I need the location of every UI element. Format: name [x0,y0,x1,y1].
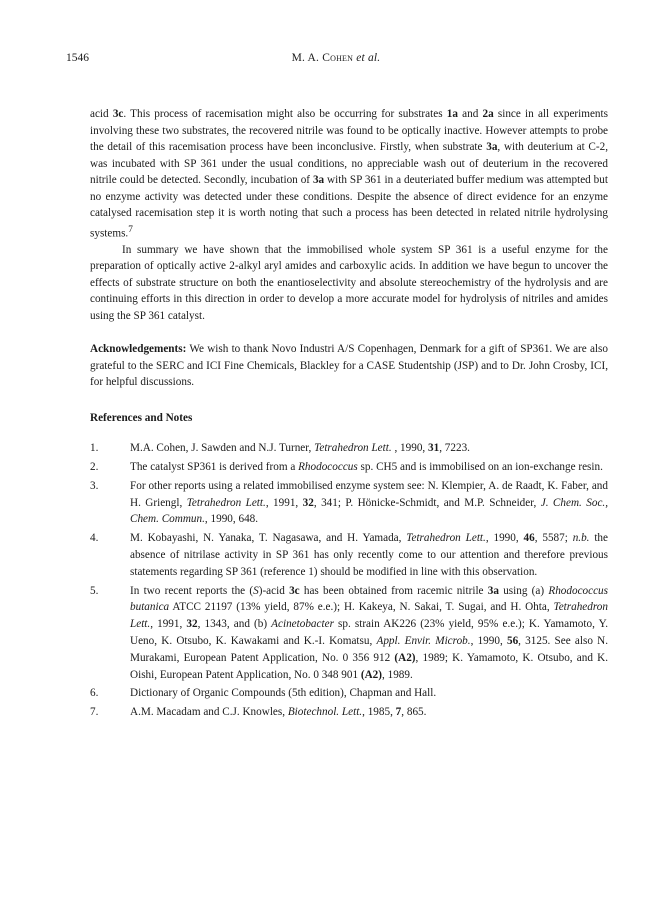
reference-text [130,461,603,473]
text-run: and [457,108,483,120]
text-run: since in all experiments involving these two substrates, the recovered nitrile was found to be optically inactive. However attempts to probe the detail of this racemisation process have been inconclusive. Firstly, when substrate [90,108,608,153]
text-run: , 1989. [382,668,413,681]
superscript-run: 7 [128,224,133,235]
bold-run: 46 [523,532,535,545]
text-run: , 1989; K. Yamamoto, K. Otsubo, and K. Oishi, European Patent Application, No. 0 348 901 [130,651,609,681]
italic-run: Rhodococcus [298,461,358,474]
reference-number: 1. [90,442,99,455]
author-surname: Cohen [322,52,354,64]
running-header [0,52,672,70]
text-run: , 1991, [265,496,303,509]
paragraph-racemisation [90,106,608,242]
text-run: ATCC 21197 (13% yield, 87% e.e.); H. Kakeya, N. Sakai, T. Sugai, and H. Ohta, [169,601,554,614]
text-run: In summary we have shown that the immobilised whole system SP 361 is a useful enzyme for the preparation of optically active 2-alkyl aryl amides and carboxylic acids. In addition we have begun to uncover the effects of substrate structure on both the enantioselectivity and absolute stereochemistry of the hydrolysis and are continuing efforts in this direction in order to develop a more accurate model for hydrolysis of nitriles and amides using the SP 361 catalyst. [90,243,608,322]
text-run: M. Kobayashi, N. Yanaka, T. Nagasawa, and H. Yamada, [130,532,407,545]
italic-run: J. Chem. Soc., Chem. Commun. [130,496,609,526]
text-run: Dictionary of Organic Compounds (5th edition), Chapman and Hall. [130,687,437,700]
italic-run: Tetrahedron Lett. [314,442,392,455]
text-run: , 1991, [150,618,187,631]
bold-run: 3c [289,584,300,597]
text-run: The catalyst SP361 is derived from a [130,461,299,474]
reference-text [130,585,608,681]
reference-item [90,704,608,721]
bold-run: 3a [487,584,499,597]
reference-item [90,530,608,580]
reference-number: 2. [90,461,99,474]
italic-run: Tetrahedron Lett. [130,601,608,631]
bold-run: 32 [302,496,314,509]
bold-run: 3a [486,141,498,153]
reference-item [90,583,608,684]
text-run: , 1990, [470,635,507,647]
bold-run: (A2) [394,651,416,664]
italic-run: n.b. [572,532,590,545]
reference-item [90,685,608,702]
author-suffix: et al. [356,52,381,64]
text-run: , with deuterium at C-2, was incubated with SP 361 under the usual conditions, no appreciable wash out of deuterium in the recovered nitrile could be detected. Secondly, incubation of [90,141,608,186]
italic-run: Rhodococcus butanica [130,584,609,614]
italic-run: Biotechnol. Lett. [287,706,363,719]
acknowledgements-label: Acknowledgements: [90,343,187,356]
reference-text [130,532,608,578]
running-head-authors [0,52,672,64]
italic-run: Acinetobacter [271,618,334,631]
acknowledgements [90,341,608,391]
reference-number: 7. [90,706,99,719]
reference-text [130,706,426,718]
text-run: , 3125. See also N. Murakami, European Patent Application, No. 0 356 912 [130,635,609,664]
text-run: sp. strain AK226 (23% yield, 95% e.e.); K. Yamamoto, Y. Ueno, K. Otsubo, K. Kawakami and K.-I. Komatsu, [130,618,609,647]
bold-run: (A2) [360,668,382,681]
text-run: , 1343, and (b) [197,618,272,631]
reference-number: 6. [90,687,99,700]
text-run: . This process of racemisation might also be occurring for substrates [123,108,447,120]
bold-run: 56 [506,635,519,647]
references-heading: References and Notes [90,411,193,424]
bold-run: 32 [186,618,198,631]
text-run: sp. CH5 and is immobilised on an ion-exchange resin. [357,461,603,474]
text-run: the absence of nitrilase activity in SP 361 has only recently come to our attention and therefore previous statements regarding SP 361 (reference 1) should be modified in line with this observation. [130,532,608,578]
text-run: with SP 361 in a deuteriated buffer medium was attempted but no enzyme activity was detected under these conditions. Despite the absence of direct evidence for an enzyme catalysed racemisation step it is worth noting that such a process has been detected in related nitrile hydrolysing systems. [90,174,608,240]
italic-run: Appl. Envir. Microb. [376,635,471,647]
italic-run: S [253,584,259,597]
text-run: , 1985, [362,706,396,719]
reference-number: 3. [90,479,99,492]
text-run: has been obtained from racemic nitrile [299,584,488,597]
text-run: , 1990, 648. [204,513,259,526]
reference-item [90,440,608,457]
reference-text [130,687,436,699]
italic-run: Tetrahedron Lett. [406,532,486,545]
reference-number: 4. [90,532,99,545]
text-run: M.A. Cohen, J. Sawden and N.J. Turner, [130,442,315,455]
text-run: , 865. [401,706,427,719]
bold-run: 2a [482,108,494,120]
bold-run: 31 [428,442,440,455]
bold-run: 1a [446,108,458,120]
text-run: using (a) [498,584,549,597]
text-run: , 5587; [534,532,573,545]
text-run: )-acid [258,584,290,597]
reference-number: 5. [90,584,99,597]
reference-item [90,478,608,528]
text-run: A.M. Macadam and C.J. Knowles, [130,706,288,719]
reference-text [130,442,470,454]
bold-run: 7 [395,706,402,719]
text-run: , 1990, [391,442,429,455]
article-body [90,106,608,723]
acknowledgements-text: We wish to thank Novo Industri A/S Copenhagen, Denmark for a gift of SP361. We are also grateful to the SERC and ICI Fine Chemicals, Blackley for a CASE Studentship (JSP) and to Dr. John Crosby, ICI, for helpful discussions. [90,343,608,389]
author-initials: M. A. [291,52,323,64]
text-run: For other reports using a related immobilised enzyme system see: N. Klempier, A. de Raadt, K. Faber, and H. Griengl, [130,479,608,509]
italic-run: Tetrahedron Lett. [186,496,266,509]
text-run: acid [90,108,113,120]
page-number: 1546 [66,52,89,64]
reference-text [130,480,608,526]
text-run: , 1990, [485,532,524,545]
reference-item [90,459,608,476]
bold-run: 3c [112,108,124,120]
text-run: , 7223. [439,442,470,455]
reference-list [90,440,608,721]
bold-run: 3a [312,174,325,186]
paragraph-summary [90,242,608,325]
text-run: , 341; P. Hönicke-Schmidt, and M.P. Schneider, [313,496,541,509]
text-run: In two recent reports the ( [130,584,254,597]
